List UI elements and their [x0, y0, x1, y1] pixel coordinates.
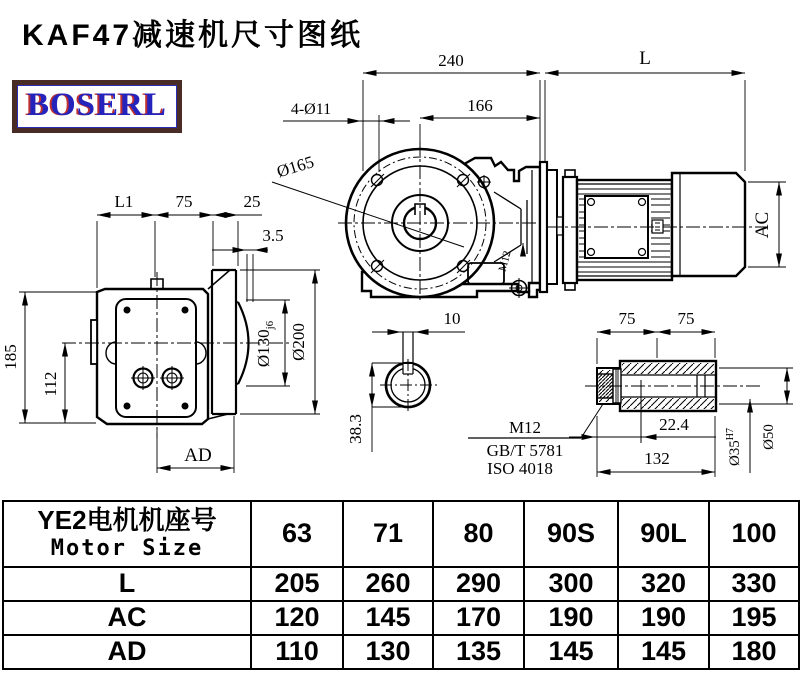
cell-L-71: 260 — [343, 567, 433, 601]
brand-logo-inner — [17, 85, 177, 128]
cell-AC-63: 120 — [251, 601, 343, 635]
cell-L-63: 205 — [251, 567, 343, 601]
cell-AD-90S: 145 — [524, 635, 618, 669]
row-label-AC: AC — [3, 601, 251, 635]
header-motor-size — [3, 501, 251, 567]
size-col-90L: 90L — [618, 501, 709, 567]
cell-AC-90L: 190 — [618, 601, 709, 635]
note-m12: M12 — [508, 418, 542, 437]
dim-d165: Ø165 — [274, 152, 317, 182]
table-header-row — [3, 501, 799, 567]
cell-AC-90S: 190 — [524, 601, 618, 635]
hollow-shaft-view — [569, 332, 793, 477]
row-label-AD: AD — [3, 635, 251, 669]
table-row-L — [3, 567, 799, 601]
dim-d200: Ø200 — [289, 323, 308, 361]
note-gbt: GB/T 5781 — [486, 441, 564, 460]
cell-AD-90L: 145 — [618, 635, 709, 669]
front-view — [272, 73, 786, 303]
dim-185: 185 — [1, 344, 20, 370]
hollow-shaft-labels — [619, 309, 778, 468]
size-col-100: 100 — [709, 501, 799, 567]
dim-166: 166 — [467, 96, 493, 115]
size-col-80: 80 — [433, 501, 524, 567]
cell-L-100: 330 — [709, 567, 799, 601]
cell-L-80: 290 — [433, 567, 524, 601]
cell-L-90S: 300 — [524, 567, 618, 601]
cell-AC-71: 145 — [343, 601, 433, 635]
dim-75b: 75 — [677, 309, 695, 328]
dim-d50: Ø50 — [761, 424, 777, 450]
dim-3-5: 3.5 — [262, 226, 284, 245]
dim-AD: AD — [184, 445, 212, 466]
dim-10: 10 — [443, 309, 461, 328]
cell-L-90L: 320 — [618, 567, 709, 601]
shaft-section-view — [372, 332, 465, 452]
size-col-71: 71 — [343, 501, 433, 567]
dim-4xd11: 4-Ø11 — [290, 101, 332, 118]
dim-240: 240 — [438, 51, 464, 70]
header-motor-size-en: Motor Size — [50, 536, 204, 562]
size-col-90S: 90S — [524, 501, 618, 567]
dim-L: L — [639, 48, 651, 69]
cell-AD-71: 130 — [343, 635, 433, 669]
label-m12-plug: M12 — [496, 249, 514, 273]
cell-AC-100: 195 — [709, 601, 799, 635]
dim-d130: $Ø130_{j6}$ — [254, 320, 276, 368]
dim-22-4: 22.4 — [659, 415, 689, 434]
dim-d35: $Ø35^{H7}$ — [725, 427, 743, 467]
dim-AC: AC — [752, 211, 773, 239]
brand-logo — [12, 80, 182, 133]
cell-AD-100: 180 — [709, 635, 799, 669]
dimension-table — [2, 500, 800, 670]
row-label-L: L — [3, 567, 251, 601]
side-view — [19, 215, 320, 473]
cell-AC-80: 170 — [433, 601, 524, 635]
dim-75: 75 — [175, 192, 193, 211]
table-row-AD — [3, 635, 799, 669]
dim-75a: 75 — [618, 309, 636, 328]
table-row-AC — [3, 601, 799, 635]
dim-38-3: 38.3 — [346, 414, 365, 444]
note-iso: ISO 4018 — [487, 459, 553, 478]
dim-132: 132 — [644, 449, 670, 468]
dim-112: 112 — [41, 371, 60, 397]
size-col-63: 63 — [251, 501, 343, 567]
header-motor-size-cn: YE2电机机座号 — [37, 505, 217, 536]
cell-AD-80: 135 — [433, 635, 524, 669]
page-title: KAF47减速机尺寸图纸 — [22, 19, 364, 52]
dim-L1: L1 — [114, 192, 134, 211]
brand-logo-text: BOSERL — [27, 87, 167, 123]
cell-AD-63: 110 — [251, 635, 343, 669]
dim-25: 25 — [243, 192, 261, 211]
bolt-note — [468, 404, 603, 478]
